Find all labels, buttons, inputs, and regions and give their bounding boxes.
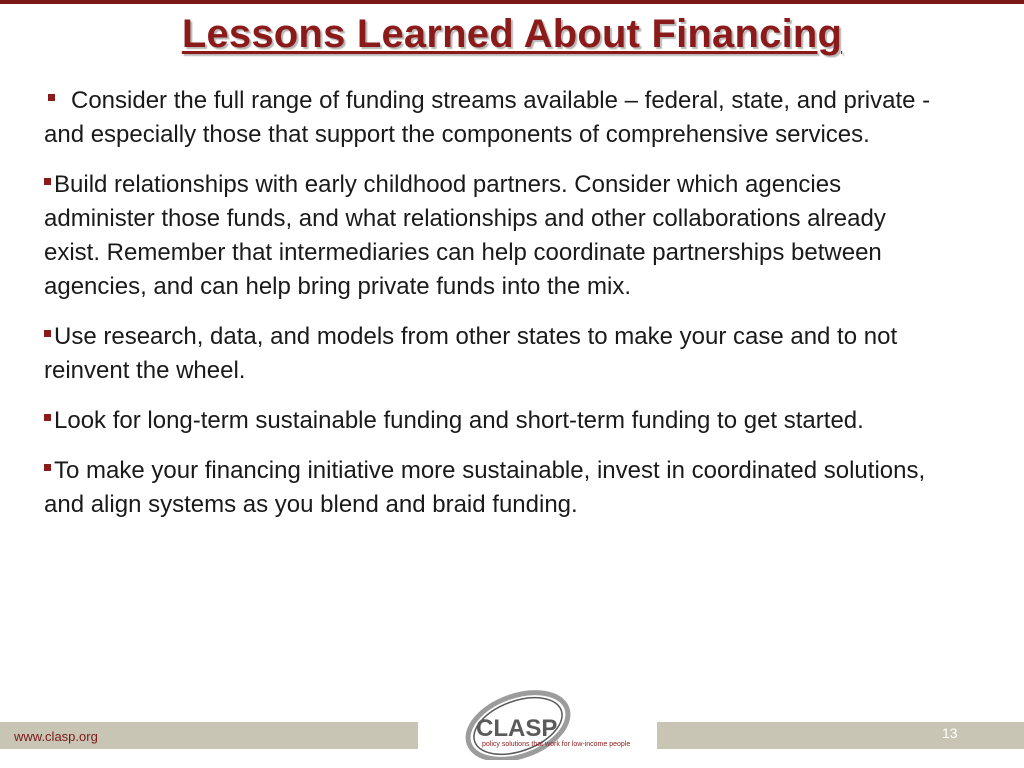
bullet-item	[44, 168, 944, 304]
bullet-item	[44, 84, 944, 152]
bullet-list	[44, 84, 944, 538]
square-bullet-icon	[48, 94, 55, 101]
bullet-item	[44, 320, 944, 388]
bullet-text: Consider the full range of funding streams available – federal, state, and private - and especially those that support the components of comprehensive services.	[44, 87, 931, 148]
square-bullet-icon	[44, 330, 51, 337]
logo-wordmark: CLASP	[476, 715, 558, 742]
bullet-text: Use research, data, and models from other states to make your case and to not reinvent the wheel.	[44, 323, 898, 384]
slide-title: Lessons Learned About Financing	[181, 12, 843, 56]
top-rule	[0, 0, 1024, 4]
square-bullet-icon	[44, 178, 51, 185]
square-bullet-icon	[44, 414, 51, 421]
clasp-logo	[460, 688, 650, 760]
bullet-item	[44, 404, 944, 438]
bullet-text: Look for long-term sustainable funding and short-term funding to get started.	[54, 407, 864, 434]
footer-url-link[interactable]: www.clasp.org	[14, 729, 98, 744]
logo-tagline: policy solutions that work for low-income people	[482, 741, 631, 748]
square-bullet-icon	[44, 464, 51, 471]
page-number: 13	[942, 725, 958, 741]
footer-bar-right	[657, 722, 1024, 749]
bullet-text: Build relationships with early childhood partners. Consider which agencies administer those funds, and what relationships and other collaborations already exist. Remember that intermediaries can help coordinate partnerships between agencies, and can help bring private funds into the mix.	[44, 171, 886, 300]
bullet-text: To make your financing initiative more sustainable, invest in coordinated solutions, and align systems as you blend and braid funding.	[44, 457, 926, 518]
bullet-item	[44, 454, 944, 522]
